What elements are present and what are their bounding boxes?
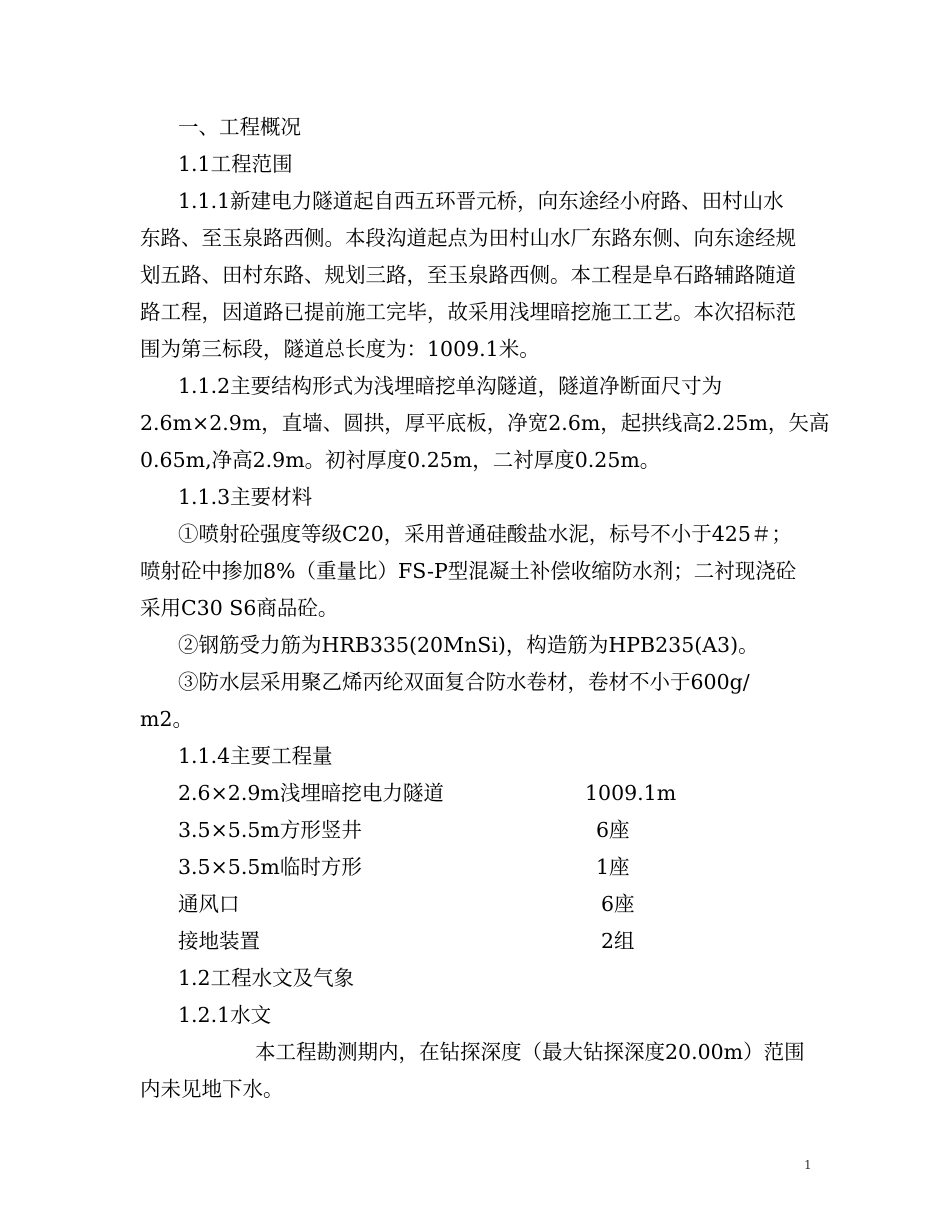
- paragraph-line: ③防水层采用聚乙烯丙纶双面复合防水卷材，卷材不小于600g/: [178, 670, 750, 694]
- quantity-item-name: 通风口: [178, 892, 240, 916]
- paragraph-line: 路工程，因道路已提前施工完毕，故采用浅埋暗挖施工工艺。本次招标范: [140, 300, 796, 324]
- paragraph-line: 1.1.1新建电力隧道起自西五环晋元桥，向东途经小府路、田村山水: [178, 189, 784, 213]
- paragraph-line: m2。: [140, 707, 193, 731]
- quantity-item-name: 3.5×5.5m方形竖井: [178, 818, 362, 842]
- paragraph-line: 围为第三标段，隧道总长度为：1009.1米。: [140, 337, 540, 361]
- subsection-title: 1.2.1水文: [178, 1003, 272, 1027]
- subsection-title: 1.1.4主要工程量: [178, 744, 333, 768]
- subsection-title: 1.2工程水文及气象: [178, 966, 355, 990]
- paragraph-line: 采用C30 S6商品砼。: [140, 596, 339, 620]
- quantity-item-name: 3.5×5.5m临时方形: [178, 855, 362, 879]
- paragraph-line: 1.1.2主要结构形式为浅埋暗挖单沟隧道，隧道净断面尺寸为: [178, 374, 723, 398]
- quantity-item-value: 2组: [601, 929, 635, 953]
- paragraph-line: 划五路、田村东路、规划三路，至玉泉路西侧。本工程是阜石路辅路随道: [140, 263, 796, 287]
- paragraph-line: 内未见地下水。: [140, 1077, 284, 1101]
- paragraph-line: 0.65m,净高2.9m。初衬厚度0.25m，二衬厚度0.25m。: [140, 448, 661, 472]
- section-heading: 一、工程概况: [178, 115, 301, 139]
- subsection-title: 1.1.3主要材料: [178, 485, 313, 509]
- paragraph-line: 本工程勘测期内，在钻探深度（最大钻探深度20.00m）范围: [255, 1040, 805, 1064]
- quantity-item-value: 6座: [596, 818, 630, 842]
- quantity-item-name: 2.6×2.9m浅埋暗挖电力隧道: [178, 781, 444, 805]
- subsection-title: 1.1工程范围: [178, 152, 293, 176]
- paragraph-line: ①喷射砼强度等级C20，采用普通硅酸盐水泥，标号不小于425＃；: [178, 522, 792, 546]
- quantity-item-value: 1009.1m: [585, 781, 677, 805]
- quantity-item-value: 6座: [601, 892, 635, 916]
- paragraph-line: 2.6m×2.9m，直墙、圆拱，厚平底板，净宽2.6m，起拱线高2.25m，矢高: [140, 411, 830, 435]
- paragraph-line: 东路、至玉泉路西侧。本段沟道起点为田村山水厂东路东侧、向东途经规: [140, 226, 796, 250]
- paragraph-line: 喷射砼中掺加8%（重量比）FS-P型混凝土补偿收缩防水剂；二衬现浇砼: [140, 559, 797, 583]
- page-number: 1: [804, 1158, 812, 1172]
- quantity-item-value: 1座: [596, 855, 630, 879]
- quantity-item-name: 接地装置: [178, 929, 260, 953]
- paragraph-line: ②钢筋受力筋为HRB335(20MnSi)，构造筋为HPB235(A3)。: [178, 633, 759, 657]
